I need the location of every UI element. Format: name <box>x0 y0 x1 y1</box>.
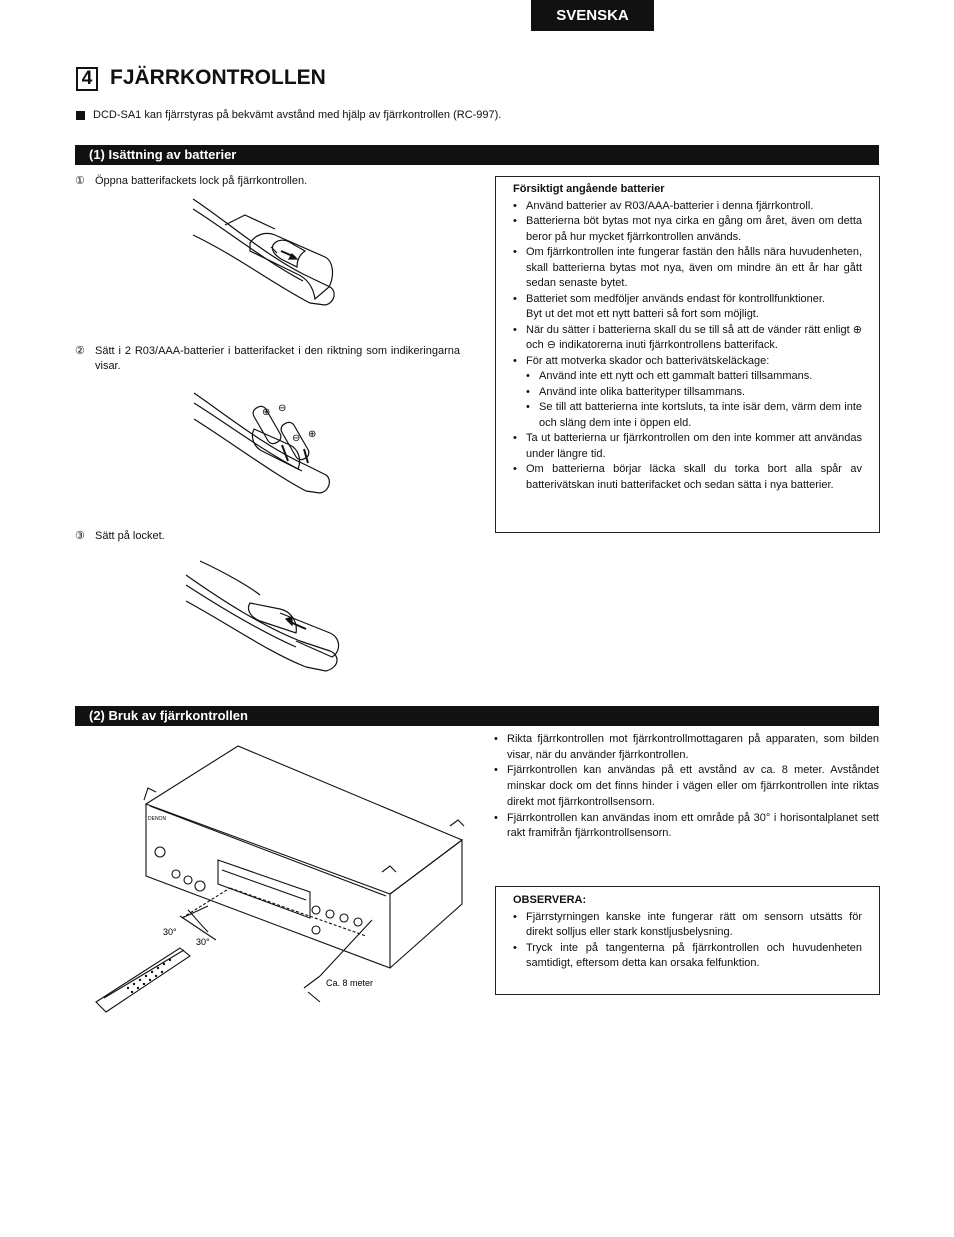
angle-left-label: 30° <box>163 927 177 937</box>
caution-list <box>513 199 862 494</box>
note-box <box>495 886 880 995</box>
intro-text: DCD-SA1 kan fjärrstyras på bekvämt avstånd med hjälp av fjärrkontrollen (RC-997). <box>93 109 502 121</box>
list-item: • När du sätter i batterierna skall du se till så att de vänder rätt enligt ⊕ och ⊖ indikatorerna inuti fjärrkontrollens batterifack. <box>513 323 862 354</box>
caution-sublist <box>526 369 862 431</box>
brand-label: DENON <box>148 816 167 822</box>
list-item: • Se till att batterierna inte kortsluts, ta inte isär dem, värm dem inte och släng dem inte i öppen eld. <box>526 400 862 431</box>
plus-label: ⊕ <box>308 429 317 440</box>
section-title: FJÄRRKONTROLLEN <box>110 66 326 89</box>
list-item: • För att motverka skador och batterivätskeläckage: • Använd inte ett nytt och ett gammalt batteri tillsammans. • Använd inte olika batterityper tillsammans. • Se till att batterierna inte kortsluts, ta inte isär dem, värm dem inte och släng dem inte i öppen eld. <box>513 354 862 432</box>
list-item: • Batteriet som medföljer används endast för kontrollfunktioner. Byt ut det mot ett nytt batteri så fort som möjligt. <box>513 292 862 323</box>
list-item: • Använd inte olika batterityper tillsammans. <box>526 385 862 401</box>
usage-list <box>494 732 879 842</box>
caution-title: Försiktigt angående batterier <box>513 183 665 195</box>
language-tab: SVENSKA <box>531 0 654 31</box>
list-item: • Fjärrstyrningen kanske inte fungerar rätt om sensorn utsätts för direkt solljus eller stark konstljusbelysning. <box>513 910 862 941</box>
battery-step-2 <box>75 344 460 374</box>
battery-caution-box <box>495 176 880 533</box>
note-list <box>513 910 862 972</box>
step-text: Sätt på locket. <box>95 530 165 542</box>
angle-right-label: 30° <box>196 937 210 947</box>
remote-usage-diagram <box>90 740 470 1015</box>
note-title: OBSERVERA: <box>513 894 587 906</box>
step-text: Öppna batterifackets lock på fjärrkontrollen. <box>95 175 308 187</box>
minus-label: ⊖ <box>278 403 287 414</box>
list-item: • Ta ut batterierna ur fjärrkontrollen om den inte kommer att användas under längre tid. <box>513 431 862 462</box>
battery-section-heading: (1) Isättning av batterier <box>75 145 879 165</box>
plus-label: ⊕ <box>262 407 271 418</box>
remote-insert-batteries-illustration <box>190 385 340 505</box>
step-text: Sätt i 2 R03/AAA-batterier i batterifacket i den riktning som indikeringarna visar. <box>95 345 460 372</box>
list-item: • Använd batterier av R03/AAA-batterier i denna fjärrkontroll. <box>513 199 862 215</box>
battery-step-1 <box>75 174 460 189</box>
remote-close-lid-illustration <box>180 555 350 680</box>
usage-section-heading: (2) Bruk av fjärrkontrollen <box>75 706 879 726</box>
list-item: • Om fjärrkontrollen inte fungerar fastän den hålls nära huvudenheten, skall batterierna bytas mot nya, även om mindre än ett år har gått sedan senaste bytet. <box>513 245 862 292</box>
remote-open-lid-illustration <box>185 195 345 315</box>
list-item: • Rikta fjärrkontrollen mot fjärrkontrollmottagaren på apparaten, som bilden visar, när du använder fjärrkontrollen. <box>494 732 879 763</box>
step-number: ② <box>75 345 85 357</box>
minus-label: ⊖ <box>292 433 301 444</box>
list-item: • Använd inte ett nytt och ett gammalt batteri tillsammans. <box>526 369 862 385</box>
list-item: • Fjärrkontrollen kan användas inom ett område på 30° i horisontalplanet sett rakt framifrån fjärrkontrollsensorn. <box>494 811 879 842</box>
list-item: • Om batterierna börjar läcka skall du torka bort alla spår av batterivätskan inuti batterifacket och sedan sätta i nya batterier. <box>513 462 862 493</box>
step-number: ③ <box>75 530 85 542</box>
step-number: ① <box>75 175 85 187</box>
usage-text <box>494 732 879 842</box>
list-item: • Batterierna böt bytas mot nya cirka en gång om året, även om detta beror på hur mycket fjärrkontrollen används. <box>513 214 862 245</box>
list-item: • Fjärrkontrollen kan användas på ett avstånd av ca. 8 meter. Avståndet minskar dock om det finns hinder i vägen eller om fjärrkontrollen inte riktas direkt mot fjärrkontrollsensorn. <box>494 763 879 810</box>
section-number: 4 <box>76 67 98 91</box>
distance-label: Ca. 8 meter <box>326 978 374 988</box>
list-item: • Tryck inte på tangenterna på fjärrkontrollen och huvudenheten samtidigt, eftersom detta kan orsaka felfunktion. <box>513 941 862 972</box>
square-bullet-icon <box>76 111 85 120</box>
battery-step-3 <box>75 529 460 544</box>
